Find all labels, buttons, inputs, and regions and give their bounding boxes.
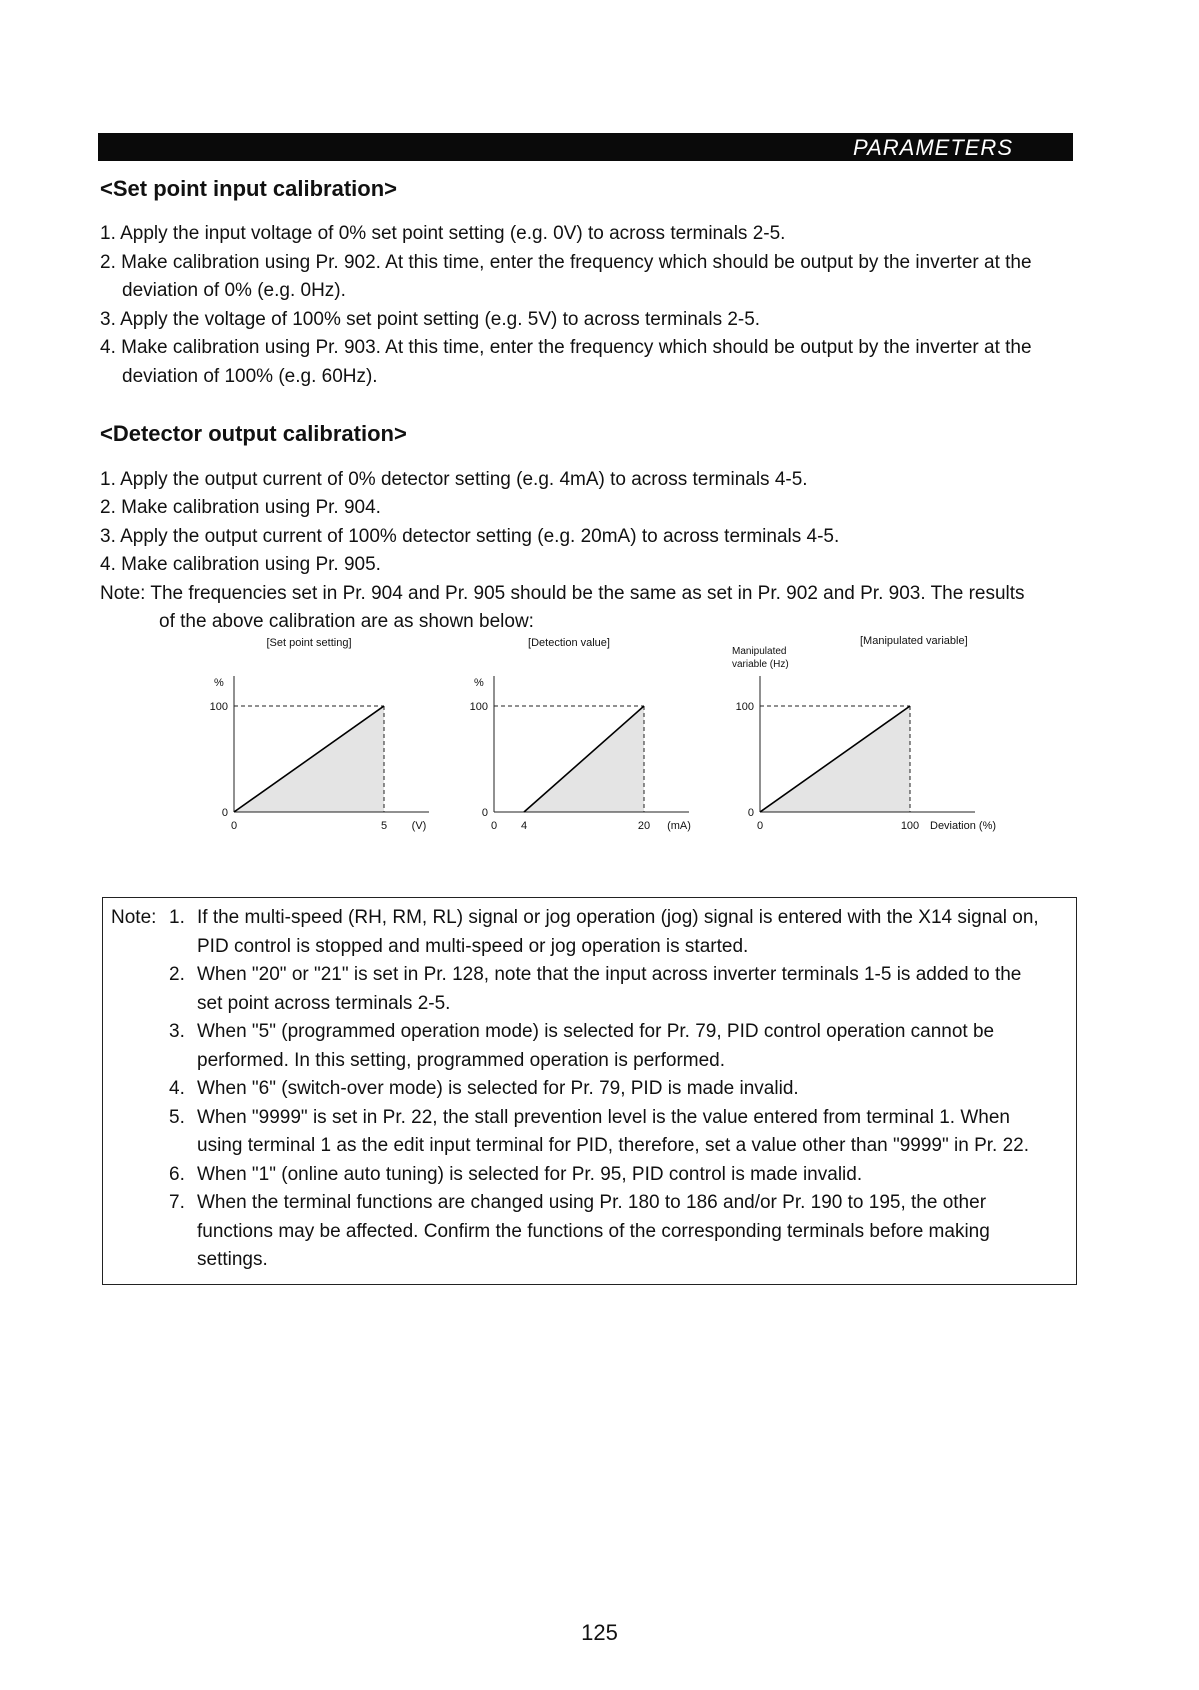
text-line: Note: The frequencies set in Pr. 904 and Pr. 905 should be the same as set in Pr. 902 and Pr. 903. The results [100, 583, 1025, 604]
note-text: using terminal 1 as the edit input terminal for PID, therefore, set a value other than "9999" in Pr. 22. [197, 1135, 1030, 1156]
note-text: When "9999" is set in Pr. 22, the stall prevention level is the value entered from terminal 1. When [197, 1106, 1010, 1128]
x-tick-label: 100 [900, 820, 920, 832]
text-line: 2. Make calibration using Pr. 902. At this time, enter the frequency which should be output by the inverter at the [100, 252, 1032, 273]
section-heading-detector: <Detector output calibration> [100, 421, 407, 446]
notes-box [102, 897, 1077, 1285]
x-axis-label: Deviation (%) [930, 820, 997, 832]
x-tick-label: 20 [637, 820, 651, 832]
x-tick-label: 5 [380, 820, 388, 832]
y-tick-label: 0 [221, 807, 228, 819]
note-number: 6. [169, 1163, 185, 1185]
y-tick-label: 100 [735, 701, 754, 713]
note-text: If the multi-speed (RH, RM, RL) signal or jog operation (jog) signal is entered with the X14 signal on, [197, 907, 1039, 928]
y-tick-label: 0 [481, 807, 488, 819]
note-number: 1. [169, 907, 185, 928]
note-text: When "6" (switch-over mode) is selected for Pr. 79, PID is made invalid. [197, 1078, 799, 1099]
text-line: of the above calibration are as shown below: [159, 611, 534, 632]
x-tick-label: 0 [490, 820, 498, 832]
text-line: 2. Make calibration using Pr. 904. [100, 497, 381, 518]
header-title: PARAMETERS [853, 135, 1013, 160]
note-text: When "5" (programmed operation mode) is selected for Pr. 79, PID control operation cannot be [197, 1021, 995, 1042]
text-line: 1. Apply the input voltage of 0% set point setting (e.g. 0V) to across terminals 2-5. [100, 223, 786, 244]
x-tick-label: 0 [756, 820, 764, 832]
text-line: deviation of 0% (e.g. 0Hz). [122, 280, 346, 301]
chart-detection-value [450, 632, 730, 832]
y-axis-label: % [214, 677, 224, 689]
y-tick-label: 100 [209, 701, 228, 713]
chart-set-point-setting [190, 632, 470, 832]
text-line: deviation of 100% (e.g. 60Hz). [122, 366, 378, 387]
chart-title: [Detection value] [528, 637, 610, 649]
y-axis-label: Manipulated variable (Hz) [732, 646, 789, 670]
note-number: 4. [169, 1078, 185, 1099]
y-axis-label: % [474, 677, 484, 689]
note-text: functions may be affected. Confirm the functions of the corresponding terminals before making [197, 1220, 990, 1242]
note-number: 3. [169, 1021, 185, 1042]
note-text: performed. In this setting, programmed operation is performed. [197, 1049, 726, 1071]
note-text: When "1" (online auto tuning) is selected for Pr. 95, PID control is made invalid. [197, 1163, 863, 1185]
note-number: 2. [169, 964, 185, 985]
notes-label: Note: [111, 907, 157, 928]
text-line: 3. Apply the output current of 100% detector setting (e.g. 20mA) to across terminals 4-5. [100, 526, 840, 547]
note-text: set point across terminals 2-5. [197, 992, 451, 1014]
note-text: settings. [197, 1249, 268, 1270]
chart-title: [Manipulated variable] [860, 635, 968, 647]
y-tick-label: 0 [747, 807, 754, 819]
section-heading-set-point: <Set point input calibration> [100, 176, 398, 201]
note-number: 7. [169, 1192, 185, 1213]
note-number: 5. [169, 1106, 185, 1128]
header-bar [98, 133, 1073, 161]
x-tick-label: 0 [230, 820, 238, 832]
text-line: 3. Apply the voltage of 100% set point setting (e.g. 5V) to across terminals 2-5. [100, 309, 761, 330]
text-line: 4. Make calibration using Pr. 903. At this time, enter the frequency which should be output by the inverter at the [100, 337, 1032, 358]
chart-manipulated-variable [710, 632, 1030, 832]
note-text: PID control is stopped and multi-speed or jog operation is started. [197, 935, 749, 957]
note-text: When "20" or "21" is set in Pr. 128, note that the input across inverter terminals 1-5 is added to the [197, 964, 1022, 985]
y-tick-label: 100 [469, 701, 488, 713]
text-line: 1. Apply the output current of 0% detector setting (e.g. 4mA) to across terminals 4-5. [100, 469, 808, 490]
x-axis-label: (mA) [667, 820, 691, 832]
chart-title: [Set point setting] [266, 637, 352, 649]
x-axis-label: (V) [411, 820, 427, 832]
text-line: 4. Make calibration using Pr. 905. [100, 554, 381, 575]
page-number: 125 [581, 1620, 618, 1645]
note-text: When the terminal functions are changed using Pr. 180 to 186 and/or Pr. 190 to 195, the other [197, 1192, 987, 1213]
x-tick-label: 4 [520, 820, 528, 832]
